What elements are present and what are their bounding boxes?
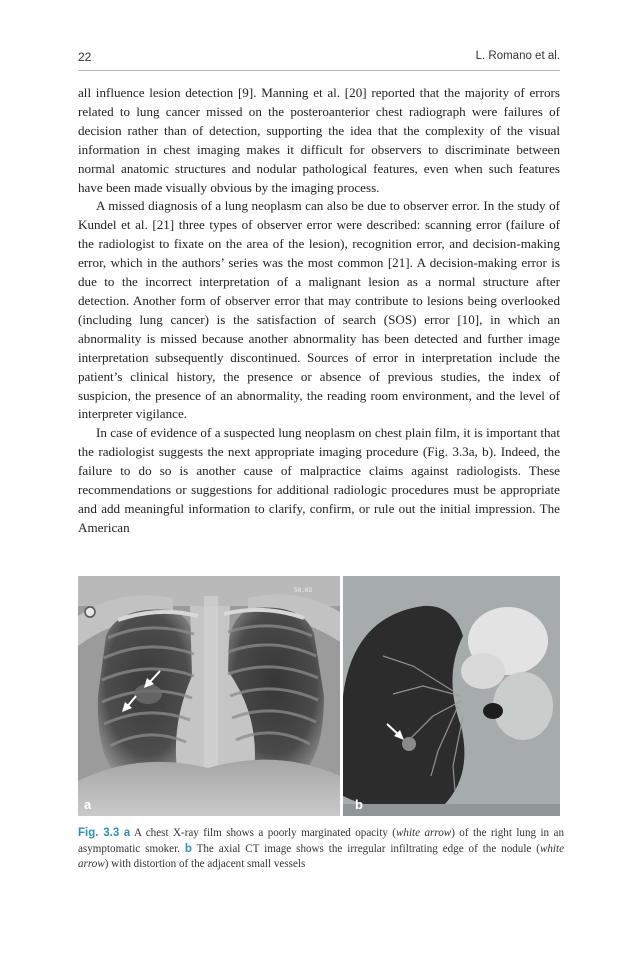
page-number: 22 (78, 50, 92, 64)
figure-3-3 (78, 576, 560, 816)
panel-a-label: a (84, 797, 92, 812)
caption-figure-label: Fig. 3.3 (78, 827, 120, 839)
chest-xray-image (78, 576, 340, 816)
figure-caption (78, 826, 564, 873)
page-header (78, 50, 560, 74)
caption-letter-b: b (184, 842, 192, 855)
caption-text-b-2: ) with distortion of the adjacent small vessels (104, 858, 306, 871)
panel-b-label: b (355, 797, 363, 812)
caption-emphasis-b: white arrow (78, 842, 564, 871)
caption-text-a-2: ) of the right lung in an asymptomatic smoker. (78, 827, 565, 855)
caption-text-a-1: A chest X-ray film shows a poorly marginated opacity ( (130, 827, 396, 839)
paragraph-2: A missed diagnosis of a lung neoplasm can also be due to observer error. In the study of Kundel et al. [21] three types of observer error were described: scanning error (failure of the radiologist to fixate on the area of the lesion), recognition error, and decision-making error, which in the authors’ series was the most common [21]. A decision-making error is due to the incorrect interpretation of a malignant lesion as a normal structure after detection. Another form of observer error that may contribute to lesions being overlooked (including lung cancer) is the satisfaction of search (SOS) error [10], in which an abnormality is missed because another abnormality has been detected and further image interpretation subsequently discontinued. Sources of error in interpretation include the patient’s clinical history, the presence or absence of previous studies, the index of suspicion, the presence of an abnormality, the reading room environment, and the level of interpreter vigilance. (78, 198, 560, 422)
caption-letter-a: a (123, 827, 131, 839)
paragraph-1: all influence lesion detection [9]. Manning et al. [20] reported that the majority of errors related to lung cancer missed on the posteroanterior chest radiograph were failures of decision rather than of detection, supporting the idea that the complexity of the visual information in chest imaging makes it difficult for observers to discriminate between normal anatomic structures and nodular pathological features, even when such features have been made visually obvious by the imaging process. (78, 85, 560, 195)
body-text (78, 84, 560, 538)
axial-ct-image (343, 576, 560, 816)
caption-text-b-1: The axial CT image shows the irregular infiltrating edge of the nodule ( (191, 842, 540, 855)
running-head: L. Romano et al. (475, 50, 560, 62)
header-rule (78, 70, 560, 71)
paragraph-3: In case of evidence of a suspected lung neoplasm on chest plain film, it is important that the radiologist suggests the next appropriate imaging procedure (Fig. 3.3a, b). Indeed, the failure to do so is another cause of malpractice claims against radiologists. These recommendations or suggestions for additional radiologic procedures must be appropriate and add meaningful information to clarify, confirm, or rule out the initial impression. The American (78, 425, 560, 535)
film-marker-text: 50.03 (294, 587, 313, 594)
caption-emphasis-a: white arrow (396, 827, 452, 839)
